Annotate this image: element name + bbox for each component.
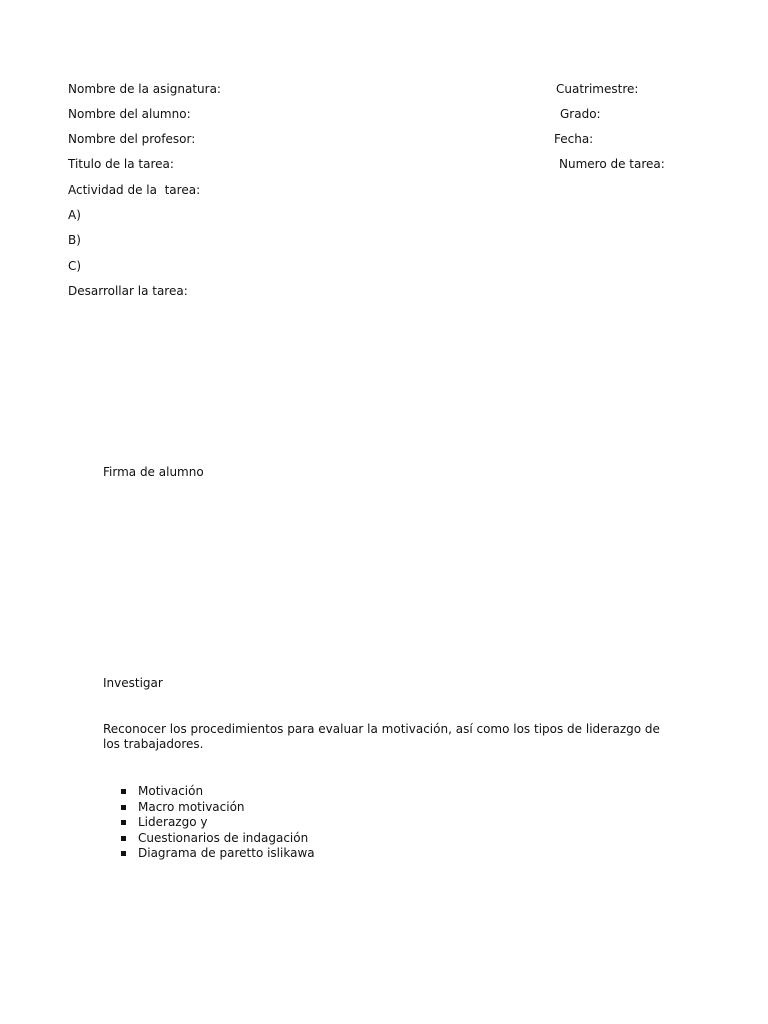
item-b-label: B): [68, 233, 81, 247]
list-item-text: Cuestionarios de indagación: [138, 830, 309, 845]
field-asignatura-label: Nombre de la asignatura:: [68, 82, 221, 96]
field-alumno-label: Nombre del alumno:: [68, 107, 191, 121]
bullet-square-icon: [121, 805, 126, 810]
field-desarrollar-label: Desarrollar la tarea:: [68, 284, 188, 298]
topics-list: [103, 784, 603, 862]
bullet-square-icon: [121, 789, 126, 794]
list-item: [103, 846, 603, 862]
signature-label: Firma de alumno: [103, 465, 204, 479]
instructions-paragraph: Reconocer los procedimientos para evaluar la motivación, así como los tipos de liderazgo de los trabajadores.: [103, 722, 660, 751]
item-c-label: C): [68, 259, 82, 273]
field-fecha-label: Fecha:: [554, 132, 594, 146]
list-item: [103, 815, 603, 831]
field-grado-label: Grado:: [560, 107, 601, 121]
field-numero-tarea-label: Numero de tarea:: [559, 157, 665, 171]
bullet-square-icon: [121, 851, 126, 856]
list-item: [103, 784, 603, 800]
field-titulo-label: Titulo de la tarea:: [68, 157, 174, 171]
list-item-text: Liderazgo y: [138, 815, 208, 830]
field-actividad-label: Actividad de la tarea:: [68, 183, 201, 197]
bullet-square-icon: [121, 836, 126, 841]
section-title: Investigar: [103, 676, 163, 690]
field-profesor-label: Nombre del profesor:: [68, 132, 196, 146]
list-item: [103, 800, 603, 816]
list-item-text: Macro motivación: [138, 799, 245, 814]
bullet-square-icon: [121, 820, 126, 825]
item-a-label: A): [68, 208, 81, 222]
list-item: [103, 831, 603, 847]
list-item-text: Diagrama de paretto islikawa: [138, 846, 315, 861]
list-item-text: Motivación: [138, 784, 204, 798]
field-cuatrimestre-label: Cuatrimestre:: [556, 82, 639, 96]
